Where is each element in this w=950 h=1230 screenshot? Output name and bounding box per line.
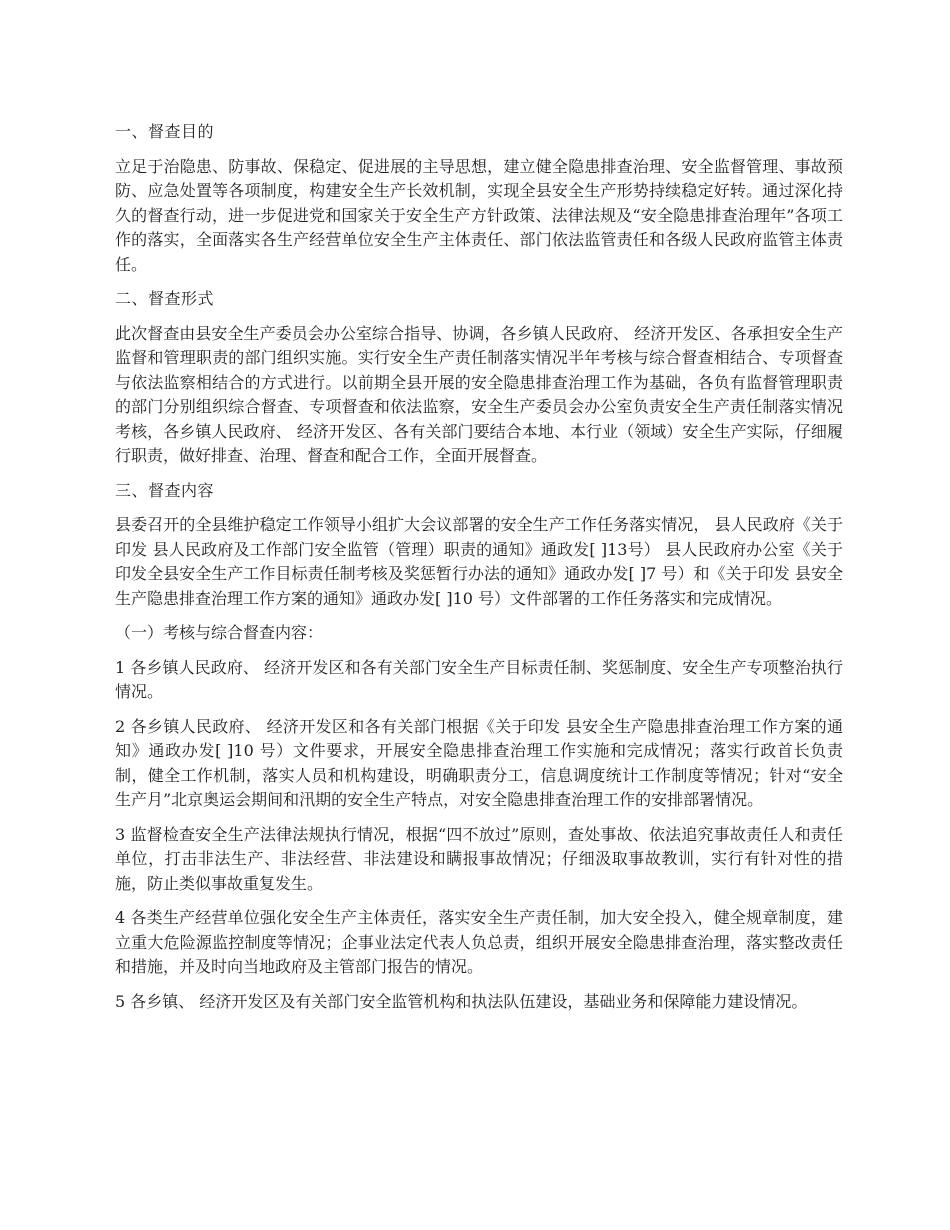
list-item-5: 5 各乡镇、 经济开发区及有关部门安全监管机构和执法队伍建设，基础业务和保障能力建设情况。 [115, 991, 808, 1011]
list-item-3: 3 监督检查安全生产法律法规执行情况，根据“四不放过”原则，查处事故、依法追究事故责任人和责任单位，打击非法生产、非法经营、非法建设和瞒报事故情况；仔细汲取事故教训，实行有针对性的措施，防止类似事故重复发生。 [115, 824, 843, 893]
document-page [115, 120, 843, 1024]
list-item-2: 2 各乡镇人民政府、 经济开发区和各有关部门根据《关于印发 县安全生产隐患排查治理工作方案的通知》通政办发[ ]10 号）文件要求，开展安全隐患排查治理工作实施和完成情况；落实行政首长负责制，健全工作机制，落实人员和机构建设，明确职责分工，信息调度统计工作制度等情况；针对“安全生产月”北京奥运会期间和汛期的安全生产特点，对安全隐患排查治理工作的安排部署情况。 [115, 716, 843, 809]
list-item-1: 1 各乡镇人民政府、 经济开发区和各有关部门安全生产目标责任制、奖惩制度、安全生产专项整治执行情况。 [115, 657, 843, 701]
paragraph-purpose: 立足于治隐患、防事故、保稳定、促进展的主导思想，建立健全隐患排查治理、安全监督管理、事故预防、应急处置等各项制度，构建安全生产长效机制，实现全县安全生产形势持续稳定好转。通过深化持久的督查行动，进一步促进党和国家关于安全生产方针政策、法律法规及“安全隐患排查治理年”各项工作的落实，全面落实各生产经营单位安全生产主体责任、部门依法监管责任和各级人民政府监管主体责任。 [115, 156, 843, 274]
section-heading-form: 二、督查形式 [115, 289, 215, 308]
paragraph-form: 此次督查由县安全生产委员会办公室综合指导、协调，各乡镇人民政府、 经济开发区、各承担安全生产监督和管理职责的部门组织实施。实行安全生产责任制落实情况半年考核与综合督查相结合、专项督查与依法监察相结合的方式进行。以前期全县开展的安全隐患排查治理工作为基础，各负有监督管理职责的部门分别组织综合督查、专项督查和依法监察，安全生产委员会办公室负责安全生产责任制落实情况考核，各乡镇人民政府、 经济开发区、各有关部门要结合本地、本行业（领域）安全生产实际，仔细履行职责，做好排查、治理、督查和配合工作，全面开展督查。 [115, 323, 843, 465]
section-heading-content: 三、督查内容 [115, 480, 215, 500]
subheading-assessment: （一）考核与综合督查内容： [115, 623, 324, 642]
section-heading-purpose: 一、督查目的 [115, 122, 215, 141]
paragraph-content-intro: 县委召开的全县维护稳定工作领导小组扩大会议部署的安全生产工作任务落实情况， 县人民政府《关于印发 县人民政府及工作部门安全监管（管理）职责的通知》通政发[ ]13号） 县人民政府办公室《关于印发全县安全生产工作目标责任制考核及奖惩暂行办法的通知》通政办发[ ]7 号）和《关于印发 县安全生产隐患排查治理工作方案的通知》通政办发[ ]10 号）文件部署的工作任务落实和完成情况。 [115, 515, 843, 608]
list-item-4: 4 各类生产经营单位强化安全生产主体责任，落实安全生产责任制，加大安全投入，健全规章制度，建立重大危险源监控制度等情况；企事业法定代表人负总责，组织开展安全隐患排查治理，落实整改责任和措施，并及时向当地政府及主管部门报告的情况。 [115, 908, 843, 976]
